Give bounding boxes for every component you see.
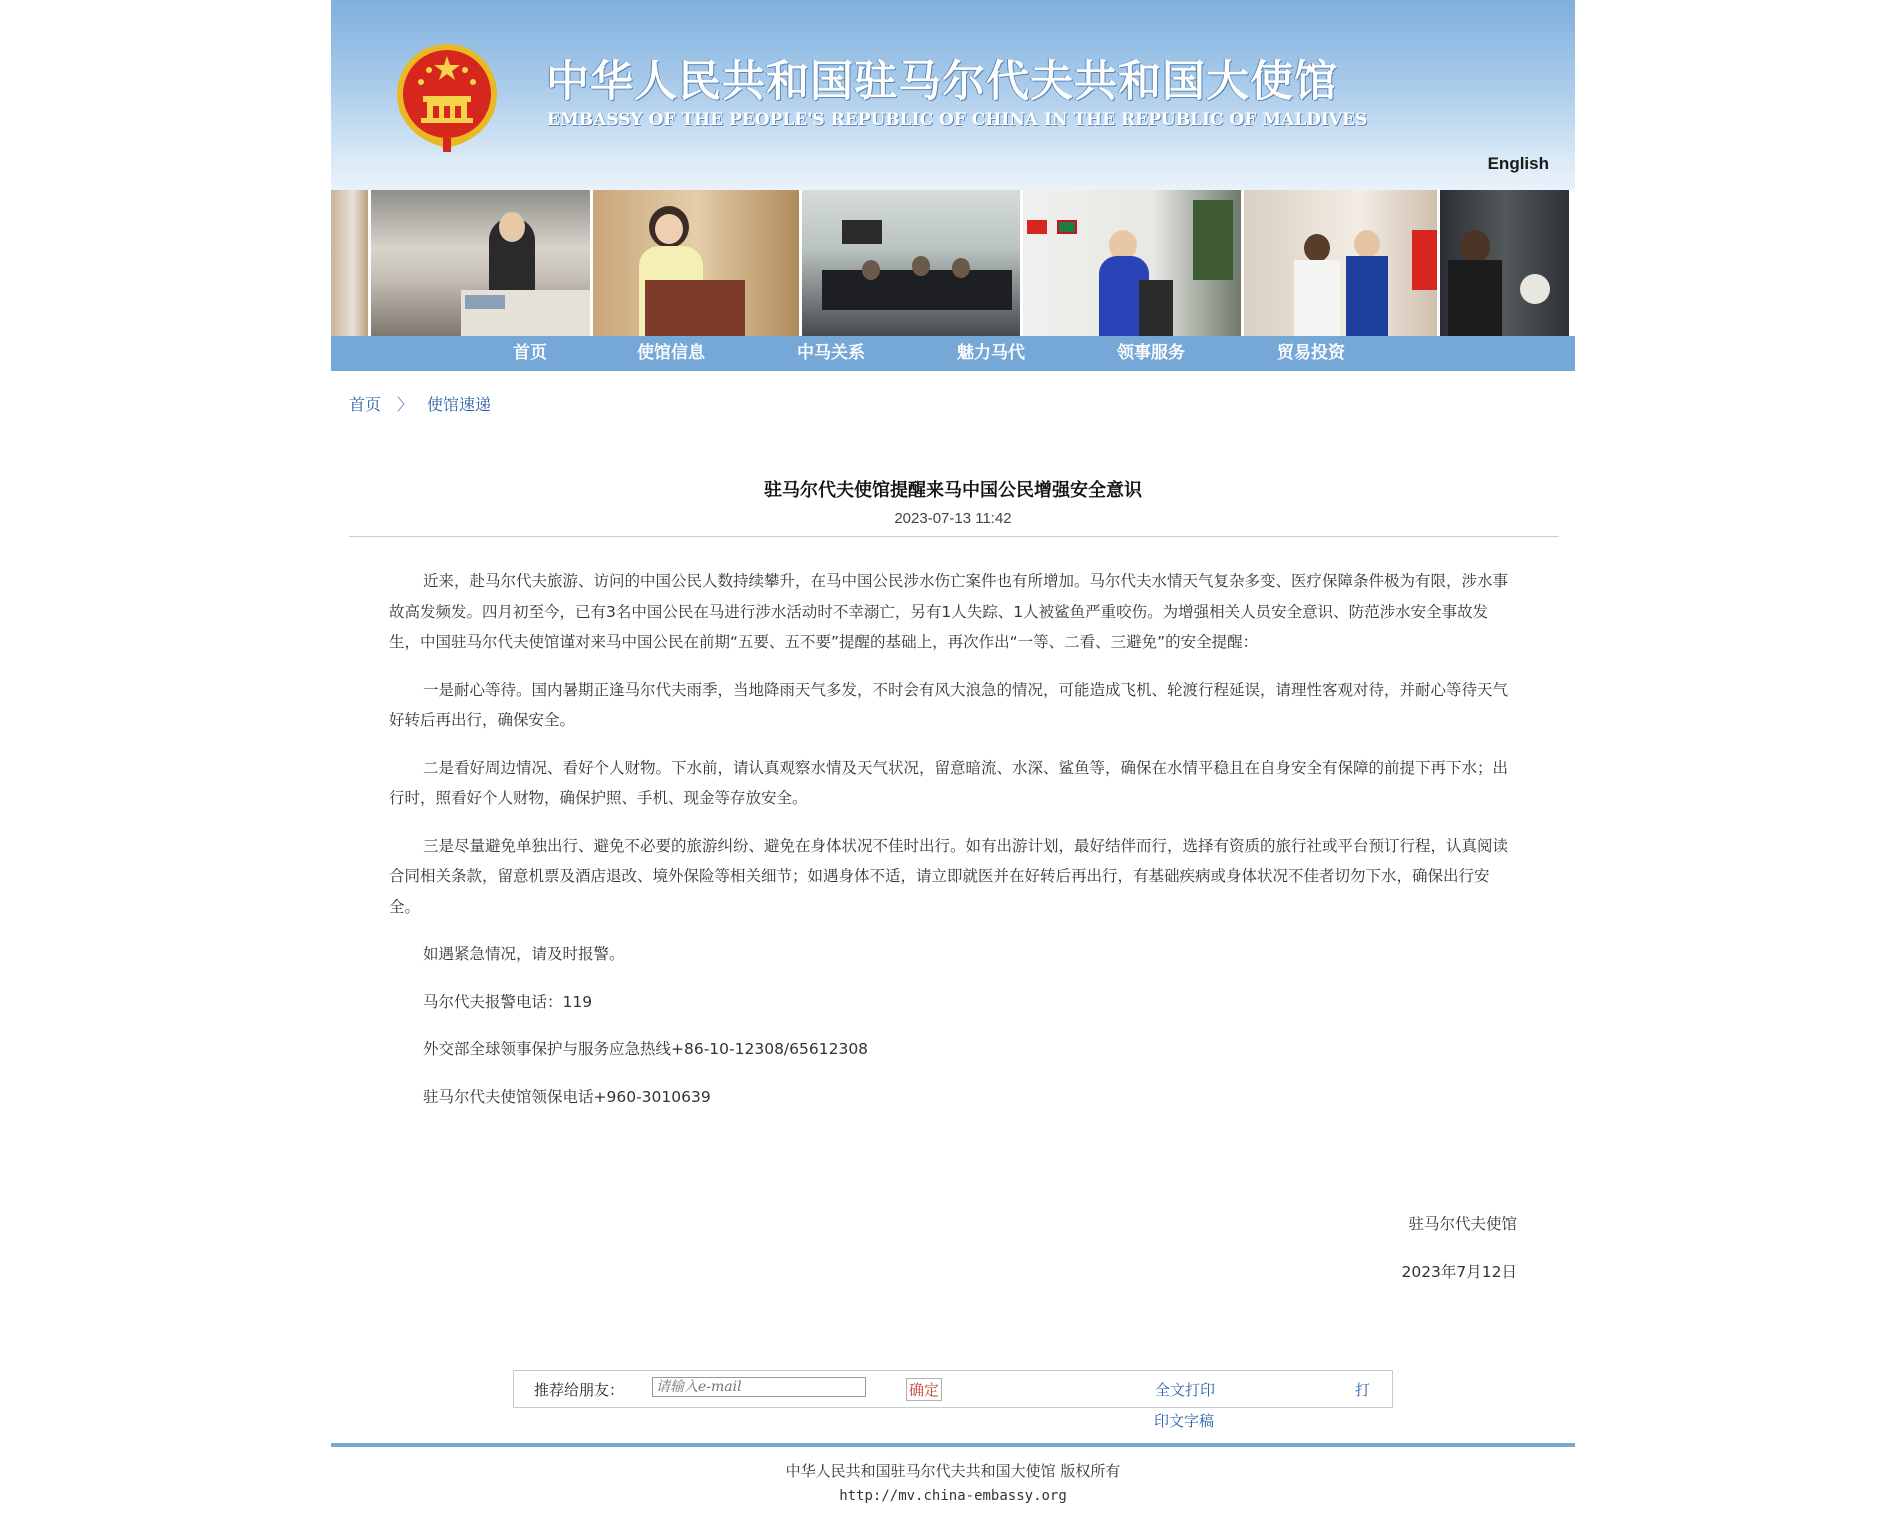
nav-trade-investment[interactable]: 贸易投资 [1277, 343, 1345, 363]
article-signature: 驻马尔代夫使馆 [1408, 1215, 1517, 1233]
article-date: 2023-07-13 11:42 [894, 510, 1012, 527]
article-body [389, 566, 1519, 1129]
breadcrumb-home[interactable]: 首页 [349, 395, 382, 414]
nav-consular-services[interactable]: 领事服务 [1117, 343, 1185, 363]
article-paragraph: 三是尽量避免单独出行、避免不必要的旅游纠纷、避免在身体状况不佳时出行。如有出游计划，最好结伴而行，选择有资质的旅行社或平台预订行程，认真阅读合同相关条款，留意机票及酒店退改、境外保险等相关细节；如遇身体不适，请立即就医并在好转后再出行，有基础疾病或身体状况不佳者切勿下水，确保出行安全。 [389, 836, 1509, 916]
national-emblem-icon [393, 40, 501, 152]
article-paragraph: 如遇紧急情况，请及时报警。 [423, 945, 625, 963]
site-title-cn: 中华人民共和国驻马尔代夫共和国大使馆 [546, 57, 1338, 107]
nav-embassy-info[interactable]: 使馆信息 [637, 343, 705, 363]
banner-photo-1 [331, 190, 368, 336]
breadcrumb-current[interactable]: 使馆速递 [427, 395, 492, 414]
banner-photo-7 [1440, 190, 1569, 336]
article-paragraph: 外交部全球领事保护与服务应急热线+86-10-12308/65612308 [423, 1040, 869, 1058]
banner-photo-6 [1244, 190, 1437, 336]
confirm-button[interactable]: 确定 [906, 1378, 942, 1401]
photo-banner [331, 190, 1575, 336]
print-full-text-link[interactable]: 全文打印 [1155, 1381, 1216, 1399]
article-paragraph: 一是耐心等待。国内暑期正逢马尔代夫雨季，当地降雨天气多发，不时会有风大浪急的情况，可能造成飞机、轮渡行程延误，请理性客观对待，并耐心等待天气好转后再出行，确保安全。 [389, 680, 1509, 729]
article-paragraph: 近来，赴马尔代夫旅游、访问的中国公民人数持续攀升，在马中国公民涉水伤亡案件也有所增加。马尔代夫水情天气复杂多变、医疗保障条件极为有限，涉水事故高发频发。四月初至今，已有3名中国公民在马进行涉水活动时不幸溺亡，另有1人失踪、1人被鲨鱼严重咬伤。为增强相关人员安全意识、防范涉水安全事故发生，中国驻马尔代夫使馆谨对来马中国公民在前期“五要、五不要”提醒的基础上，再次作出“一等、二看、三避免”的安全提醒： [389, 572, 1509, 651]
print-text-draft-link[interactable]: 印文字稿 [1154, 1412, 1215, 1430]
footer-divider [331, 1443, 1575, 1447]
footer-copyright: 中华人民共和国驻马尔代夫共和国大使馆 版权所有 [785, 1462, 1121, 1480]
banner-photo-3 [593, 190, 799, 336]
recommend-box [513, 1370, 1393, 1408]
banner-photo-5 [1023, 190, 1241, 336]
recommend-label: 推荐给朋友： [534, 1381, 625, 1399]
nav-charming-maldives[interactable]: 魅力马代 [957, 343, 1025, 363]
banner-photo-4 [802, 190, 1020, 336]
article-title: 驻马尔代夫使馆提醒来马中国公民增强安全意识 [764, 480, 1142, 501]
breadcrumb [349, 392, 491, 415]
page-wrapper [331, 0, 1575, 1504]
article-paragraph: 马尔代夫报警电话：119 [423, 992, 593, 1011]
footer-url[interactable]: http://mv.china-embassy.org [839, 1488, 1067, 1504]
email-input[interactable] [652, 1377, 866, 1397]
main-nav [331, 336, 1575, 371]
article-paragraph: 驻马尔代夫使馆领保电话+960-3010639 [423, 1087, 711, 1106]
site-header [331, 0, 1575, 190]
site-title-en: EMBASSY OF THE PEOPLE'S REPUBLIC OF CHINA IN THE REPUBLIC OF MALDIVES [547, 110, 1368, 130]
article-sign-date: 2023年7月12日 [1401, 1263, 1517, 1281]
english-language-link[interactable]: English [1487, 154, 1549, 173]
chevron-right-icon: 〉 [397, 395, 414, 414]
nav-china-maldives-relations[interactable]: 中马关系 [797, 343, 865, 363]
nav-home[interactable]: 首页 [513, 343, 547, 363]
print-link[interactable]: 打 [1355, 1381, 1371, 1399]
title-divider [349, 536, 1559, 537]
article-paragraph: 二是看好周边情况、看好个人财物。下水前，请认真观察水情及天气状况，留意暗流、水深、鲨鱼等，确保在水情平稳且在自身安全有保障的前提下再下水；出行时，照看好个人财物，确保护照、手机、现金等存放安全。 [389, 758, 1509, 807]
banner-photo-2 [371, 190, 590, 336]
